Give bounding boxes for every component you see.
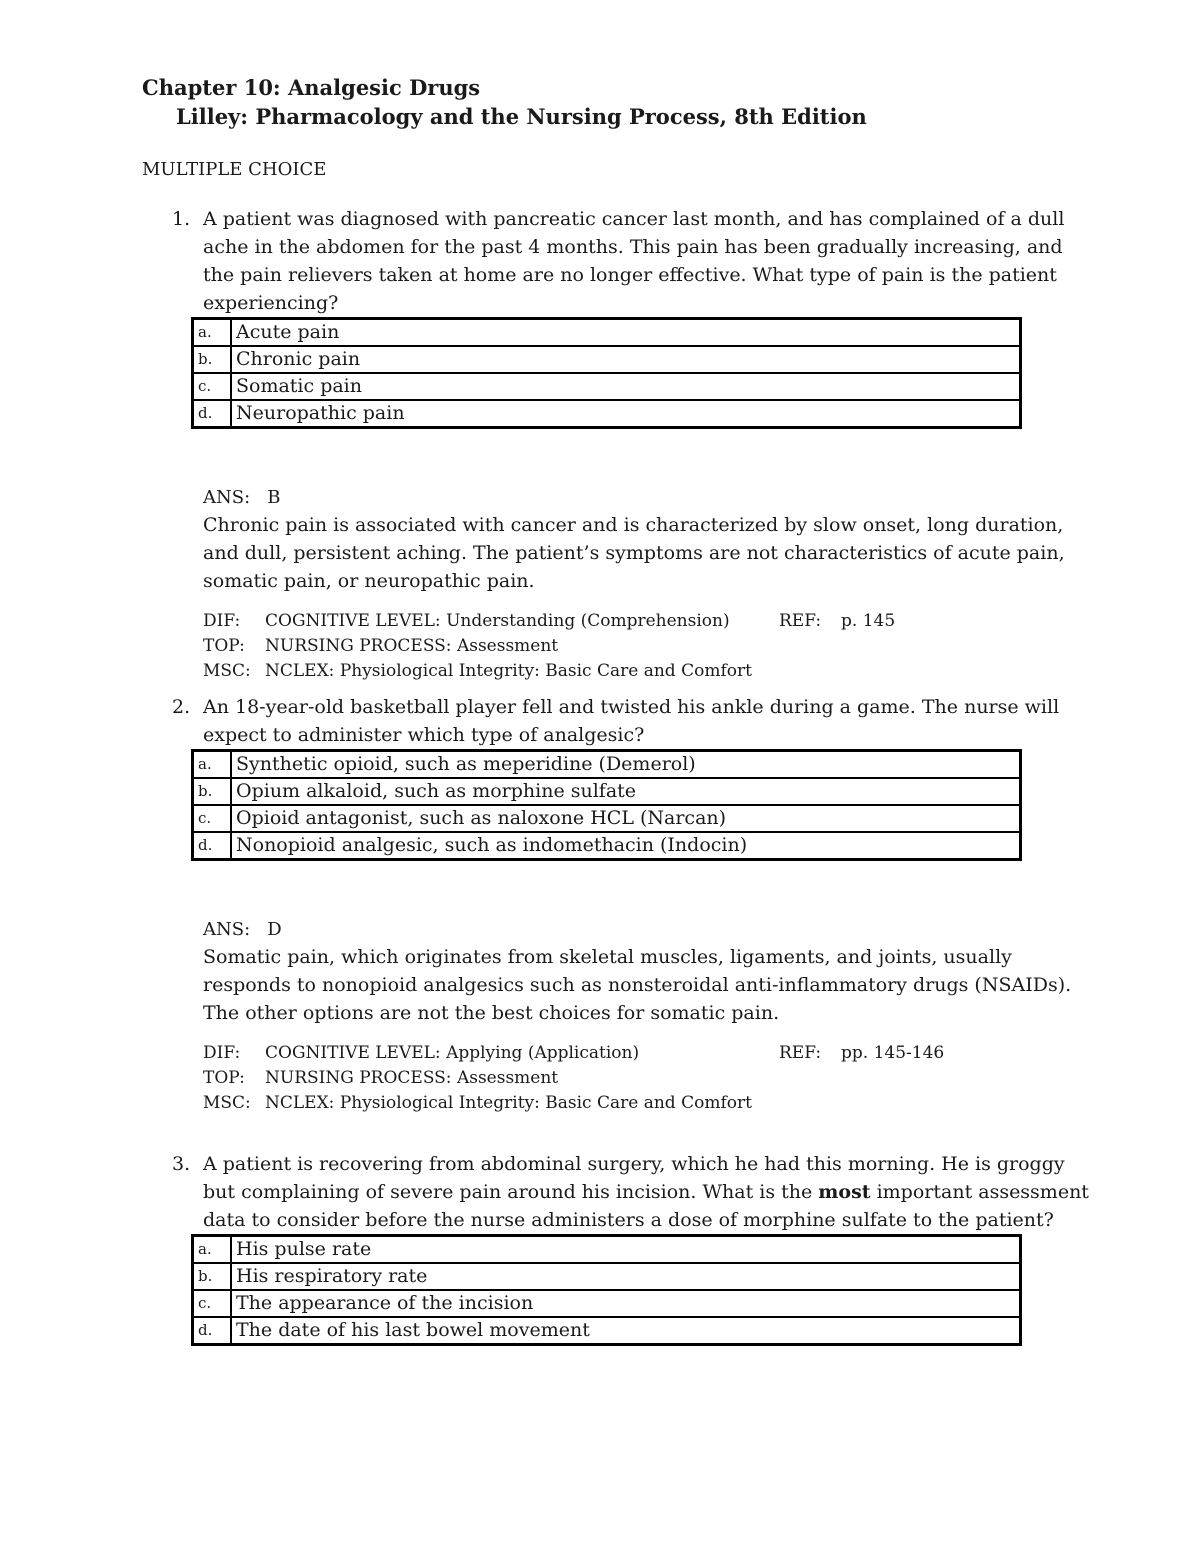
option-text: Somatic pain bbox=[231, 373, 1021, 400]
top-value: NURSING PROCESS: Assessment bbox=[265, 636, 559, 656]
options-table bbox=[191, 317, 1022, 429]
chapter-title: Chapter 10: Analgesic Drugs bbox=[142, 75, 481, 100]
option-letter: b. bbox=[193, 1263, 232, 1290]
option-text: Opium alkaloid, such as morphine sulfate bbox=[231, 778, 1021, 805]
option-c[interactable] bbox=[193, 1290, 1021, 1317]
option-letter: c. bbox=[193, 805, 232, 832]
book-title: Lilley: Pharmacology and the Nursing Process, 8th Edition bbox=[176, 104, 867, 129]
option-d[interactable] bbox=[193, 400, 1021, 428]
top-value: NURSING PROCESS: Assessment bbox=[265, 1068, 559, 1088]
option-b[interactable] bbox=[193, 1263, 1021, 1290]
options-table bbox=[191, 1234, 1022, 1346]
option-b[interactable] bbox=[193, 778, 1021, 805]
option-letter: c. bbox=[193, 373, 232, 400]
answer: ANS: D bbox=[203, 919, 282, 940]
option-c[interactable] bbox=[193, 373, 1021, 400]
question-text: A patient was diagnosed with pancreatic cancer last month, and has complained of a dull ache in the abdomen for the past 4 months. This pain has been gradually increasing, and the pain relievers taken at home are no longer effective. What type of pain is the patient experiencing? bbox=[203, 208, 1065, 314]
option-text: His pulse rate bbox=[231, 1236, 1021, 1264]
option-text: Chronic pain bbox=[231, 346, 1021, 373]
msc-label: MSC: bbox=[203, 1093, 251, 1113]
option-d[interactable] bbox=[193, 832, 1021, 860]
question-text: A patient is recovering from abdominal surgery, which he had this morning. He is groggy but complaining of severe pain around his incision. What is the most important assessment data to consider before the nurse administers a dose of morphine sulfate to the patient? bbox=[203, 1153, 1089, 1231]
option-b[interactable] bbox=[193, 346, 1021, 373]
question-metadata bbox=[203, 609, 1102, 684]
option-letter: a. bbox=[193, 751, 232, 779]
question-number: 2. bbox=[172, 696, 191, 718]
options-table bbox=[191, 749, 1022, 861]
option-letter: b. bbox=[193, 778, 232, 805]
option-letter: d. bbox=[193, 400, 232, 428]
option-text: Nonopioid analgesic, such as indomethacin (Indocin) bbox=[231, 832, 1021, 860]
dif-label: DIF: bbox=[203, 1043, 241, 1063]
msc-value: NCLEX: Physiological Integrity: Basic Care and Comfort bbox=[265, 1093, 752, 1113]
question-number: 1. bbox=[172, 208, 191, 230]
option-text: The date of his last bowel movement bbox=[231, 1317, 1021, 1345]
option-text: Opioid antagonist, such as naloxone HCL (Narcan) bbox=[231, 805, 1021, 832]
option-letter: a. bbox=[193, 319, 232, 347]
option-text: Acute pain bbox=[231, 319, 1021, 347]
option-text: The appearance of the incision bbox=[231, 1290, 1021, 1317]
dif-value: COGNITIVE LEVEL: Applying (Application) bbox=[265, 1043, 640, 1063]
top-label: TOP: bbox=[203, 1068, 245, 1088]
option-letter: c. bbox=[193, 1290, 232, 1317]
option-c[interactable] bbox=[193, 805, 1021, 832]
option-letter: d. bbox=[193, 1317, 232, 1345]
dif-label: DIF: bbox=[203, 611, 241, 631]
ref-label: REF: bbox=[779, 1043, 822, 1063]
option-letter: d. bbox=[193, 832, 232, 860]
section-heading: MULTIPLE CHOICE bbox=[142, 159, 327, 180]
question-number: 3. bbox=[172, 1153, 191, 1175]
option-a[interactable] bbox=[193, 751, 1021, 779]
option-text: His respiratory rate bbox=[231, 1263, 1021, 1290]
question-metadata bbox=[203, 1041, 1102, 1116]
question-2 bbox=[142, 693, 1102, 1116]
dif-value: COGNITIVE LEVEL: Understanding (Comprehension) bbox=[265, 611, 730, 631]
top-label: TOP: bbox=[203, 636, 245, 656]
ref-value: pp. 145-146 bbox=[841, 1043, 945, 1063]
rationale: Somatic pain, which originates from skeletal muscles, ligaments, and joints, usually responds to nonopioid analgesics such as nonsteroidal anti-inflammatory drugs (NSAIDs). The other options are not the best choices for somatic pain. bbox=[203, 946, 1072, 1024]
option-text: Neuropathic pain bbox=[231, 400, 1021, 428]
option-a[interactable] bbox=[193, 319, 1021, 347]
ref-value: p. 145 bbox=[841, 611, 896, 631]
msc-value: NCLEX: Physiological Integrity: Basic Care and Comfort bbox=[265, 661, 752, 681]
question-text: An 18-year-old basketball player fell and twisted his ankle during a game. The nurse will expect to administer which type of analgesic? bbox=[203, 696, 1060, 746]
question-3 bbox=[142, 1150, 1102, 1346]
option-text: Synthetic opioid, such as meperidine (Demerol) bbox=[231, 751, 1021, 779]
option-d[interactable] bbox=[193, 1317, 1021, 1345]
rationale: Chronic pain is associated with cancer and is characterized by slow onset, long duration, and dull, persistent aching. The patient’s symptoms are not characteristics of acute pain, somatic pain, or neuropathic pain. bbox=[203, 514, 1065, 592]
option-letter: b. bbox=[193, 346, 232, 373]
question-1 bbox=[142, 205, 1102, 684]
answer: ANS: B bbox=[203, 487, 281, 508]
option-a[interactable] bbox=[193, 1236, 1021, 1264]
option-letter: a. bbox=[193, 1236, 232, 1264]
ref-label: REF: bbox=[779, 611, 822, 631]
msc-label: MSC: bbox=[203, 661, 251, 681]
